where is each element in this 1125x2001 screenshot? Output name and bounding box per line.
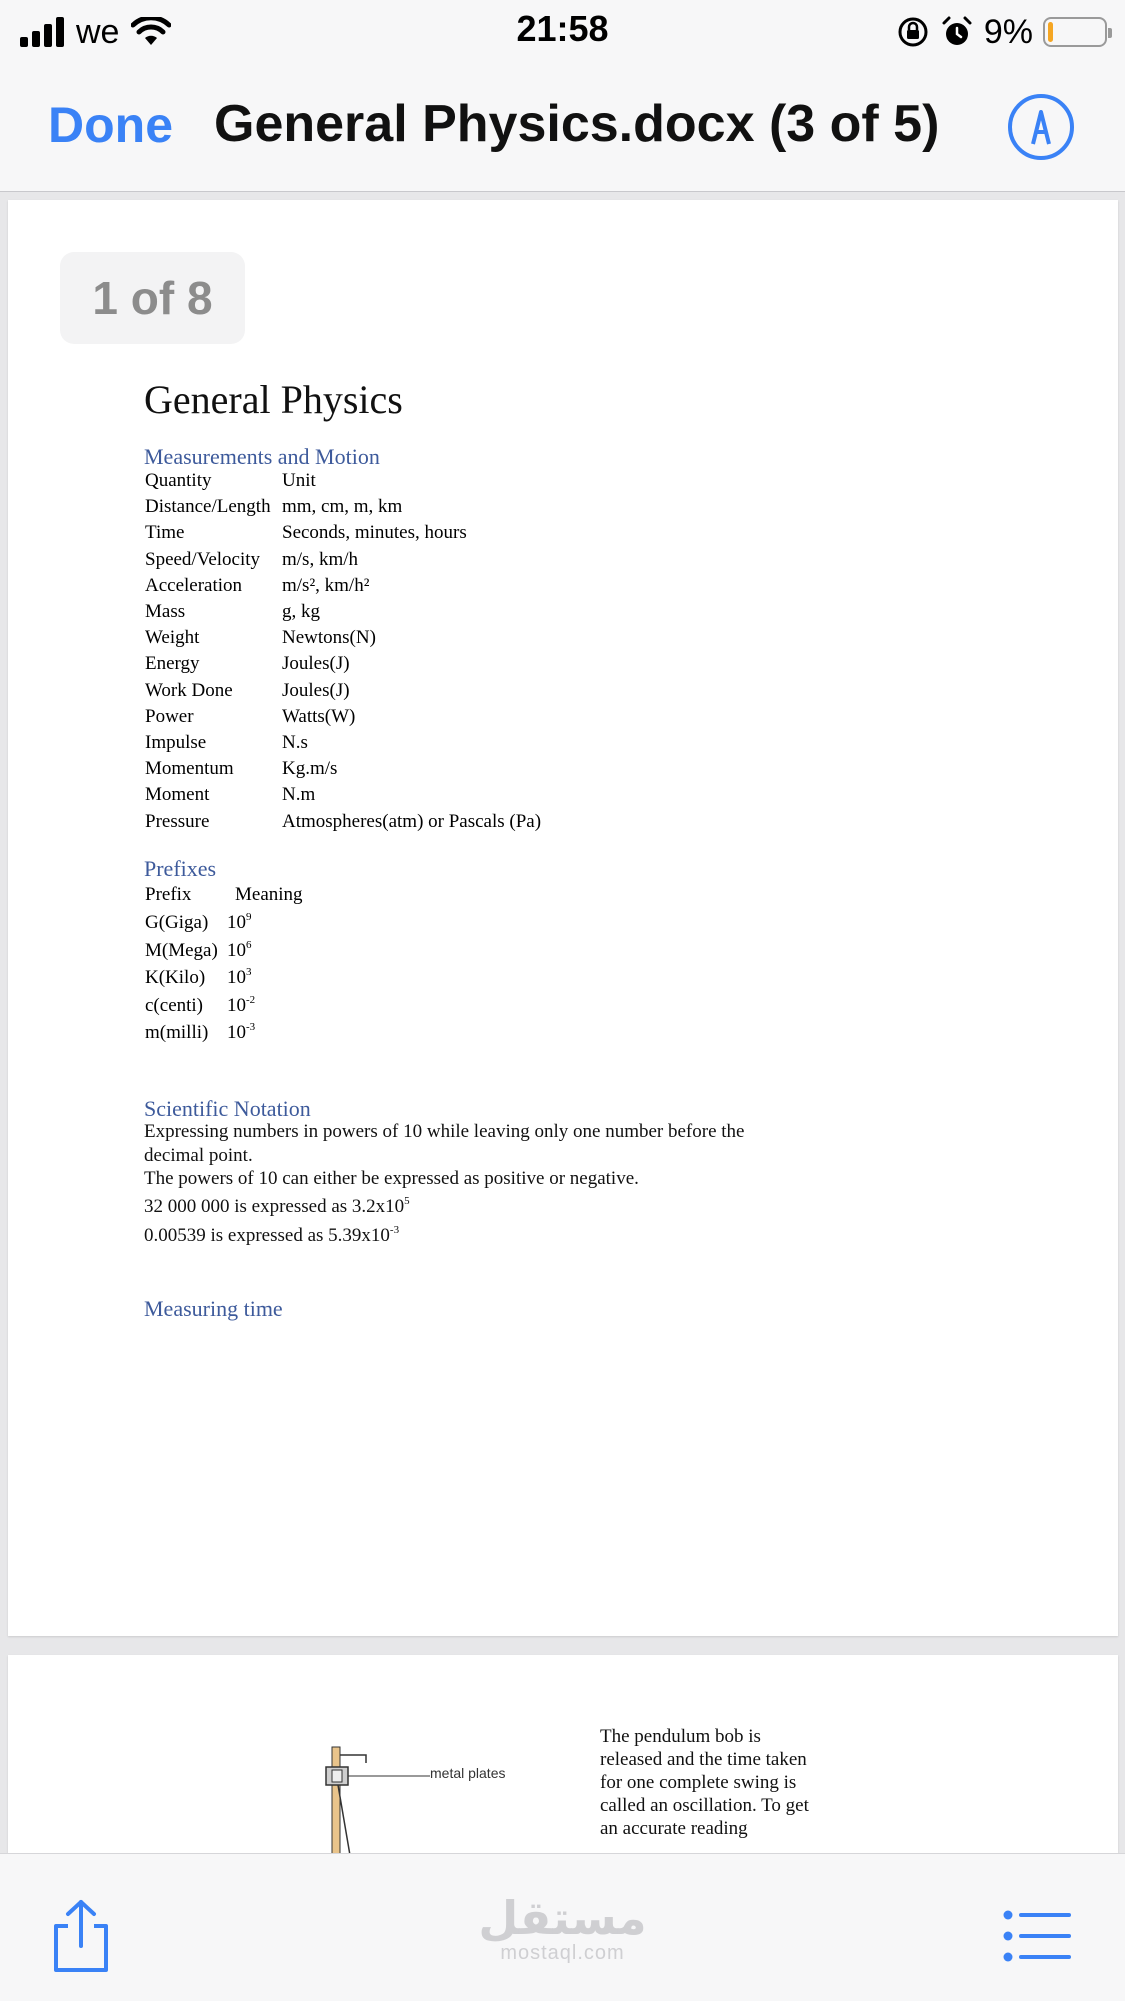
meaning-base: 10 <box>227 1022 246 1043</box>
section-heading-measuring-time: Measuring time <box>144 1296 283 1321</box>
quantity-cell: Time <box>145 522 185 544</box>
list-icon[interactable] <box>1003 1910 1071 1967</box>
example-1-text: 32 000 000 is expressed as 3.2x10 <box>144 1196 405 1217</box>
meaning-exponent: 3 <box>246 966 252 978</box>
unit-cell: Watts(W) <box>282 705 356 727</box>
scientific-example-2 <box>144 1224 804 1248</box>
example-2-text: 0.00539 is expressed as 5.39x10 <box>144 1225 390 1246</box>
meaning-base: 10 <box>227 967 246 988</box>
orientation-lock-icon <box>896 15 930 49</box>
watermark-arabic: مستقل <box>478 1891 647 1945</box>
quantity-cell: Speed/Velocity <box>145 548 261 570</box>
meaning-base: 10 <box>227 912 246 933</box>
unit-cell: m/s², km/h² <box>282 574 370 596</box>
scientific-example-1 <box>144 1195 804 1219</box>
unit-cell: N.s <box>282 732 308 753</box>
unit-cell: Unit <box>282 470 316 491</box>
prefix-cell: G(Giga) <box>145 912 209 933</box>
battery-icon <box>1043 17 1107 47</box>
unit-cell: m/s, km/h <box>282 548 359 570</box>
meaning-cell <box>227 910 252 936</box>
unit-cell: Seconds, minutes, hours <box>282 522 467 544</box>
quantity-cell: Momentum <box>145 758 234 780</box>
quantity-cell: Weight <box>145 627 200 649</box>
navigation-bar <box>0 64 1125 192</box>
prefix-header: Prefix <box>145 884 192 905</box>
diagram-label: metal plates <box>430 1765 506 1781</box>
meaning-cell <box>227 1020 255 1046</box>
battery-level <box>1048 22 1053 42</box>
meaning-cell <box>227 965 252 991</box>
meaning-cell <box>227 993 255 1019</box>
meaning-cell <box>227 938 252 964</box>
doc-title: General Physics <box>144 377 403 422</box>
quantity-cell: Distance/Length <box>145 496 271 518</box>
quantity-cell: Power <box>145 705 194 727</box>
unit-cell: Kg.m/s <box>282 758 338 780</box>
unit-cell: Atmospheres(atm) or Pascals (Pa) <box>282 810 542 832</box>
section-heading-prefixes: Prefixes <box>144 856 217 881</box>
prefix-cell: c(centi) <box>145 994 204 1016</box>
quantity-cell: Mass <box>145 601 186 622</box>
quantity-cell: Work Done <box>145 679 233 701</box>
document-page-1 <box>8 200 1118 1636</box>
quantity-cell: Moment <box>145 784 210 806</box>
meaning-base: 10 <box>227 994 246 1016</box>
scientific-powers-text: The powers of 10 can either be expressed as positive or negative. <box>144 1168 639 1189</box>
bottom-toolbar <box>0 1853 1125 2001</box>
alarm-icon <box>940 15 974 49</box>
status-right <box>896 10 1107 54</box>
pendulum-description: The pendulum bob is released and the time taken for one complete swing is called an oscillation. To get an accurate reading <box>600 1726 809 1839</box>
quantity-cell: Quantity <box>145 470 212 491</box>
meaning-exponent: -3 <box>246 1021 256 1033</box>
clock: 21:58 <box>516 8 609 49</box>
example-1-exponent: 5 <box>404 1195 410 1207</box>
markup-pen-icon[interactable] <box>1008 94 1074 160</box>
prefix-cell: M(Mega) <box>145 939 218 961</box>
battery-percent: 9% <box>983 12 1033 51</box>
quantity-cell: Energy <box>145 653 200 675</box>
watermark <box>0 1891 1125 1965</box>
scientific-description: Expressing numbers in powers of 10 while leaving only one number before the decimal point. <box>144 1121 745 1166</box>
section-heading-measurements: Measurements and Motion <box>144 444 380 469</box>
document-title: General Physics.docx (3 of 5) <box>214 95 940 153</box>
prefix-cell: m(milli) <box>145 1022 209 1043</box>
unit-cell: g, kg <box>282 601 320 622</box>
quantity-cell: Acceleration <box>145 574 243 596</box>
section-heading-scientific: Scientific Notation <box>144 1096 311 1121</box>
quantity-cell: Impulse <box>145 732 207 753</box>
unit-cell: Newtons(N) <box>282 627 376 649</box>
pendulum-diagram <box>318 1737 438 1867</box>
prefix-cell: K(Kilo) <box>145 967 206 988</box>
meaning-base: 10 <box>227 939 246 961</box>
unit-cell: mm, cm, m, km <box>282 496 403 518</box>
done-button[interactable]: Done <box>48 97 173 153</box>
carrier-name: we <box>76 12 120 51</box>
meaning-exponent: 6 <box>246 938 252 951</box>
page-indicator: 1 of 8 <box>60 252 245 344</box>
example-2-exponent: -3 <box>389 1224 400 1236</box>
meaning-exponent: -2 <box>246 993 256 1006</box>
watermark-latin: mostaql.com <box>500 1942 625 1964</box>
meaning-exponent: 9 <box>246 911 252 923</box>
unit-cell: Joules(J) <box>282 653 350 675</box>
quantity-cell: Pressure <box>145 810 210 832</box>
status-bar <box>0 0 1125 64</box>
unit-cell: N.m <box>282 784 316 806</box>
unit-cell: Joules(J) <box>282 679 350 701</box>
meaning-header: Meaning <box>235 884 303 905</box>
